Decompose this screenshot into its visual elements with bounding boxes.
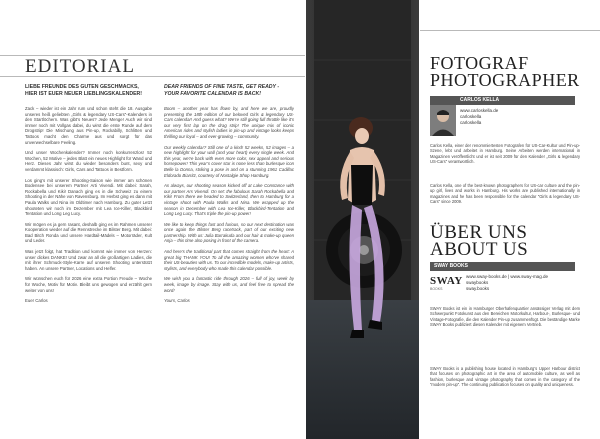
about-title-de: ÜBER UNS [430, 222, 528, 243]
publisher-facebook-link[interactable]: swaybooks [466, 280, 489, 285]
photographer-bio-en-text: Carlos Kella, one of the best-known photographers for US-car culture and the pin-up girl, lives and works in Hamburg. His works are published internationally in magazines and he has been responsible for the calendar “Girls & legendary US-Cars” since 2009. [430, 183, 580, 205]
editorial-en-paragraph: And here’s the traditional part that comes straight from the heart: A great big THANK YOU! To all the amazing women who've shared their US-beauties with us. To our incredible models, make-up artists, stylists, and everybody who made this calendar possible. [164, 249, 294, 271]
about-text-de [430, 306, 580, 332]
photographer-avatar [430, 105, 456, 136]
photographer-website-link[interactable]: www.carloskella.de [460, 108, 499, 113]
editorial-de-paragraph: Und unser Wochenkalender? Immer noch konkurrenzlos! 52 Wochen, 52 Motive – jedes Blatt ein neues Highlight für Wand und Herz. Dieses Jahr wirst du wieder besonders bunt, sexy und verdammt klassisch: Girls, Cars and Tattoos in Bestform. [25, 150, 152, 172]
photographer-name: CARLOS KELLA [460, 97, 500, 103]
editorial-de-paragraph: Zack – wieder ist ein Jahr rum und schon steht die 18. Ausgabe unseres heiß geliebten „Girls & legendary US-Cars“-Kalenders in den Startlöchern. Was gibt’s Neues? Jede Menge! Auch wir sind immer noch mit Vollgas dabei, du wirst die erste Runde auf dem Drogstrip! Die Mischung aus Pin-up, Rockabilly, Schlitten und Tattoos macht den Charme aus und sorgt für das unverwechselbare Feeling. [25, 106, 152, 145]
photographer-badge [430, 96, 575, 105]
about-title-en: ABOUT US [430, 239, 529, 260]
sway-logo-tag: BOOKS [430, 287, 443, 291]
right-header-rule [420, 30, 600, 31]
about-text-de-paragraph: SWAY Books ist ein in Hamburger Oberhafenquartier ansässiger Verlag mit dem Schwerpunkt Fotokunst aus den Bereichen Motorkultur, Harbour-, Burlesque- und Vintage-Fotografie, die den Kalender Pin-up zusammenfügt. Die beständige Marke SWAY Books publiziert diesen Kalender mit eigenem Vertrieb. [430, 306, 580, 328]
about-title [430, 224, 528, 258]
photographer-facebook-link[interactable]: carloskella [460, 114, 482, 119]
editorial-en-paragraph: We wish you a fantastic ride through 2026 – full of joy, week by week, image by image. Stay with us, and feel free to spread the word! [164, 276, 294, 293]
photographer-links [460, 108, 498, 126]
photographer-bio-en [430, 183, 580, 209]
publisher-website-link[interactable]: www.sway-books.de | www.sway-mag.de [466, 274, 548, 279]
publisher-badge [430, 262, 575, 271]
publisher-profile [430, 262, 575, 302]
pinup-photo [306, 0, 419, 439]
photographer-title-en: PHOTOGRAPHER [430, 70, 580, 90]
editorial-subtitle-en: DEAR FRIENDS OF FINE TASTE, GET READY - YOUR FAVORITE CALENDAR IS BACK! [164, 84, 280, 97]
editorial-column-english [164, 106, 294, 406]
editorial-de-paragraph: Was jetzt folgt, hat Tradition und kommt wie immer von Herzen: unser dickes DANKE! Und zwar an all die großartigen Ladies, die mit ihrer Schmuck-Style-Karre auf unseren Shooting unterstützt haben. An unsere Partner, Locations und Helfer. [25, 249, 152, 271]
editorial-column-german [25, 106, 152, 406]
avatar-portrait [430, 105, 456, 136]
sway-logo: SWAY [430, 275, 463, 287]
editorial-de-paragraph: Wir mögen es ja gern rasant, deshalb ging es im Rahmen unserer Kooperation wieder auf die Rennstrecke im Bilster Berg. Mit dabei: Bad Bitch Ronda und unsere Hardtail-Mädels – Motorräder, Kult und Leder. [25, 221, 152, 244]
about-text-en-paragraph: SWAY Books is a publishing house located in Hamburg’s Upper Harbour district that focuses on photographic art in the area of automobile culture, as well as fashion, burlesque and vintage photography that comes in the category of the “modern pin-up”. The continuing publication focuses on quality and uniqueness. [430, 366, 580, 388]
about-text-en [430, 366, 580, 392]
editorial-en-paragraph: Our weekly calendar? Still one of a kind! 52 weeks, 52 images – a new highlight for your wall (and your heart) every single week. And this year, we’re back with even more color, sex appeal and serious horsepower! This year’s cover star is none less than burlesque icon Belle la Donna, striking a pose in and on a stunning 1961 Cadillac Eldorado Biarritz, courtesy of Nostalgie Shop Hamburg. [164, 144, 294, 178]
photographer-bio-de-text: Carlos Kella, einer der renommiertesten Fotografen für US-Car-Kultur und Pin-up-Szene, lebt und arbeitet in Hamburg. Seine Arbeiten werden international in Magazinen veröffentlicht und er ist seit 2009 für den Kalender „Girls & legendary US-Cars“ verantwortlich. [430, 143, 580, 165]
photographer-title-de: FOTOGRAF [430, 53, 529, 73]
editorial-de-paragraph: Los ging’s mit unserer Shooting-Saison wie immer am schönen Bodensee bei unserem Partner Arti Vivendi. Mit dabei: Sarah, Rockabella und Kiki! Danach ging es in die Schweiz zu einem Shooting in der Nähe von Ravensburg. Im Herbst ging es dann mit Paula Walks und Nina im Oldtimer nach Hamburg. Zu guter Letzt shooteten wir noch im Dezember mit Lea Ice-Killer, Blackbird Tentation und Long Leg Lucy. [25, 177, 152, 217]
editorial-de-paragraph: Wir wünschen euch für 2026 eine extra Portion Freude – Woche für Woche, Motiv für Motiv. Bleibt uns gewogen und erzählt gern weiter von uns! [25, 276, 152, 293]
editorial-title: EDITORIAL [25, 56, 135, 77]
editorial-en-paragraph: We like to keep things fast and furious, so our next destination was once again the Bilster Berg racetrack, part of our exciting new partnership. With us: Julia Barrakuda and our hair & make-up queen Anja – this time also posing in front of the camera. [164, 221, 294, 244]
publisher-links [466, 274, 548, 292]
photographer-title [430, 55, 580, 89]
editorial-en-signature: Yours, Carlos [164, 298, 190, 304]
photographer-bio-de [430, 143, 580, 169]
editorial-en-paragraph: Boom – another year has flown by, and here we are, proudly presenting the 18th edition of our beloved Girls & legendary US-Cars calendar! And guess what? We’re still going full throttle like it’s our very first lap on the drag strip! The unique mix of iconic American rides and stylish ladies in pin-up and vintage looks keeps thrilling our loyal – and ever-growing – community. [164, 106, 294, 139]
publisher-name: SWAY BOOKS [434, 263, 468, 269]
photographer-profile [430, 96, 575, 136]
editorial-subtitle-de: LIEBE FREUNDE DES GUTEN GESCHMACKS, HIER IST EUER NEUER LIEBLINGSKALENDER! [25, 84, 143, 97]
editorial-en-paragraph: As always, our shooting season kicked off at Lake Constance with our partner Ars Vivendi. On set: the fabulous Sarah Rockabella and Kiki! From there we headed to Switzerland, then to Hamburg for a vintage shoot with Paula Walks and Nina. We wrapped up the season in December with Lea Ice-Killer, Blackbird-Tentation and Long Leg Lucy. That’s triple the pin-up power! [164, 183, 294, 217]
photographer-instagram-link[interactable]: carloskella [460, 120, 482, 125]
pinup-photo-illustration [306, 0, 419, 439]
editorial-de-signature: Euer Carlos [25, 298, 48, 304]
publisher-instagram-link[interactable]: sway.books [466, 286, 490, 291]
